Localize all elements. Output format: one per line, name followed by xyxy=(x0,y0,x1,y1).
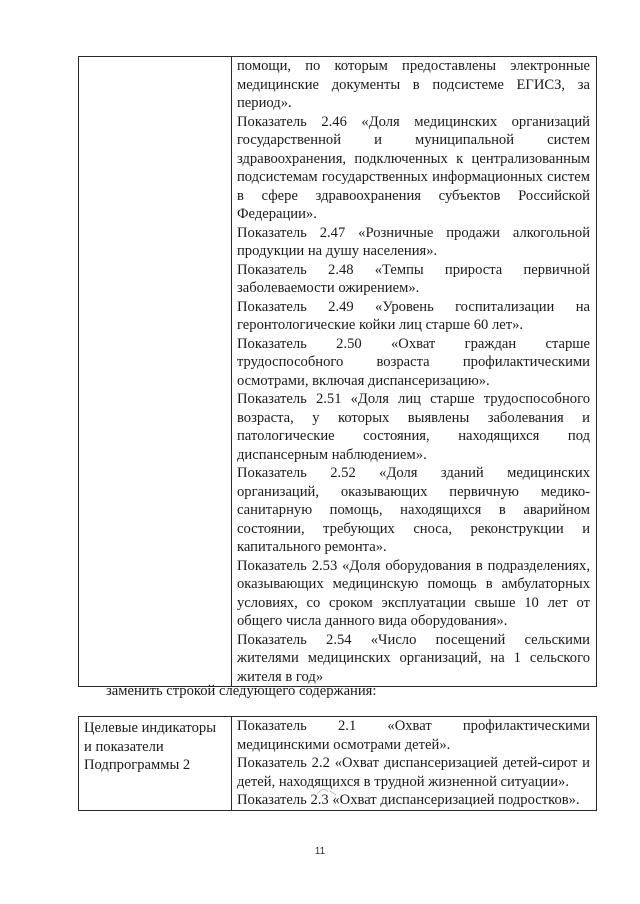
indicator-paragraph: Показатель 2.2 «Охват диспансеризацией детей-сирот и детей, находящихся в трудной жизненной ситуации». xyxy=(237,755,590,790)
indicator-paragraph: Показатель 2.51 «Доля лиц старше трудоспособного возраста, у которых выявлены заболевания и патологические состояния, находящихся под диспансерным наблюдением». xyxy=(237,391,590,463)
section-label-line: и показатели xyxy=(84,738,164,755)
indicator-paragraph: Показатель 2.53 «Доля оборудования в подразделениях, оказывающих медицинскую помощь в амбулаторных условиях, со сроком эксплуатации свыше 10 лет от общего числа данного вида оборудования». xyxy=(237,557,590,629)
indicator-paragraph: Показатель 2.47 «Розничные продажи алкогольной продукции на душу населения». xyxy=(237,224,590,259)
indicator-paragraph: Показатель 2.1 «Охват профилактическими медицинскими осмотрами детей». xyxy=(237,718,590,753)
indicator-paragraph: Показатель 2.48 «Темпы прироста первичной заболеваемости ожирением». xyxy=(237,261,590,296)
section-label-line: Подпрограммы 2 xyxy=(84,757,191,773)
section-label xyxy=(79,717,231,775)
indicator-list xyxy=(232,717,596,810)
indicator-paragraph: Показатель 2.52 «Доля зданий медицинских организаций, оказывающих первичную медико-санитарную помощь, находящихся в аварийном состоянии, требующих сноса, реконструкции и капитального ремонта». xyxy=(237,465,590,555)
indicator-paragraph: Показатель 2.3 «Охват диспансеризацией подростков». xyxy=(237,792,580,808)
indicator-paragraph: Показатель 2.46 «Доля медицинских организаций государственной и муниципальной систем здравоохранения, подключенных к централизованным подсистемам государственных информационных систем в сфере здравоохранения субъектов Российской Федерации». xyxy=(237,113,590,222)
table-right-cell xyxy=(232,57,597,687)
indicator-paragraph: помощи, по которым предоставлены электронные медицинские документы в подсистеме ЕГИСЗ, за период». xyxy=(237,58,590,111)
indicator-paragraph: Показатель 2.49 «Уровень госпитализации на геронтологические койки лиц старше 60 лет». xyxy=(237,298,590,333)
table-left-cell-empty xyxy=(79,57,232,687)
section-label-line: Целевые индикаторы xyxy=(84,720,217,736)
table-right-cell xyxy=(232,717,597,811)
indicator-paragraph: Показатель 2.50 «Охват граждан старше трудоспособного возраста профилактическими осмотрами, включая диспансеризацию». xyxy=(237,335,590,389)
indicator-paragraph: Показатель 2.54 «Число посещений сельскими жителями медицинских организаций, на 1 сельского жителя в год» xyxy=(237,631,590,685)
pencil-mark-icon xyxy=(315,786,341,798)
indicator-list xyxy=(232,57,596,686)
replace-instruction: заменить строкой следующего содержания: xyxy=(106,683,377,699)
continuation-table xyxy=(78,56,597,687)
table-left-cell xyxy=(79,717,232,811)
table-row xyxy=(79,57,597,687)
page-number: 11 xyxy=(314,846,326,857)
